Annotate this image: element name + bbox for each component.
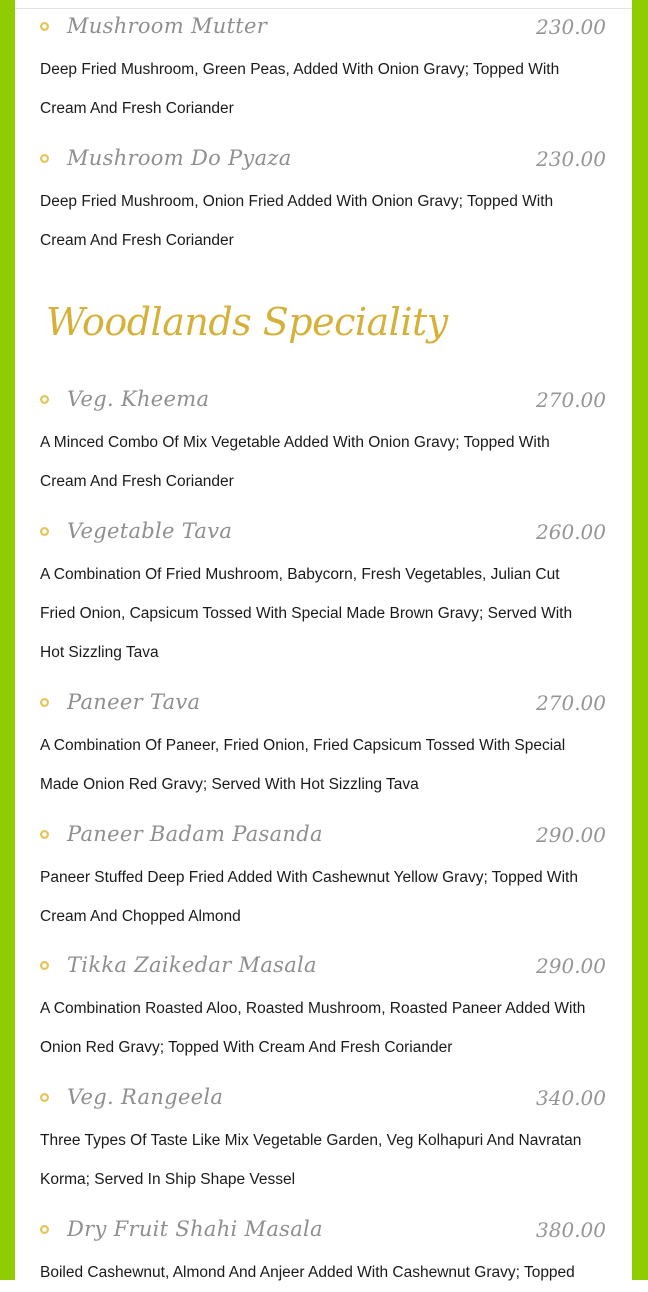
menu-item — [40, 1081, 606, 1199]
menu-item — [40, 515, 606, 672]
item-name: Vegetable Tava — [67, 519, 233, 543]
item-description-line: A Minced Combo Of Mix Vegetable Added With Onion Gravy; Topped With — [40, 434, 550, 451]
bullet-icon — [40, 830, 49, 839]
menu-item — [40, 949, 606, 1067]
item-description-line: Cream And Chopped Almond — [40, 908, 241, 925]
menu-item — [40, 142, 606, 260]
item-price: 380.00 — [536, 1218, 606, 1242]
item-description-line: Cream And Fresh Coriander — [40, 473, 234, 490]
item-description-line: Korma; Served In Ship Shape Vessel — [40, 1171, 296, 1188]
bullet-icon — [40, 961, 49, 970]
item-price: 230.00 — [536, 147, 606, 171]
bullet-icon — [40, 527, 49, 536]
item-description-line: Three Types Of Taste Like Mix Vegetable Garden, Veg Kolhapuri And Navratan — [40, 1132, 582, 1149]
menu-item — [40, 818, 606, 936]
menu-item — [40, 1213, 606, 1292]
item-price: 270.00 — [536, 388, 606, 412]
item-description-line: Boiled Cashewnut, Almond And Anjeer Added With Cashewnut Gravy; Topped — [40, 1264, 575, 1281]
item-description-line: Cream And Fresh Coriander — [40, 232, 234, 249]
bullet-icon — [40, 1225, 49, 1234]
item-name: Dry Fruit Shahi Masala — [67, 1217, 323, 1241]
item-description-line: A Combination Of Fried Mushroom, Babycorn, Fresh Vegetables, Julian Cut — [40, 566, 560, 583]
item-price: 290.00 — [536, 954, 606, 978]
menu-item — [40, 686, 606, 804]
item-description-line: Deep Fried Mushroom, Green Peas, Added With Onion Gravy; Topped With — [40, 61, 560, 78]
menu-item — [40, 10, 606, 128]
bullet-icon — [40, 154, 49, 163]
item-name: Mushroom Do Pyaza — [67, 146, 292, 170]
left-green-border — [0, 0, 15, 1280]
item-description-line: A Combination Roasted Aloo, Roasted Mushroom, Roasted Paneer Added With — [40, 1000, 586, 1017]
item-description-line: Deep Fried Mushroom, Onion Fried Added With Onion Gravy; Topped With — [40, 193, 554, 210]
item-description-line: A Combination Of Paneer, Fried Onion, Fried Capsicum Tossed With Special — [40, 737, 566, 754]
item-name: Paneer Badam Pasanda — [67, 822, 323, 846]
item-name: Mushroom Mutter — [67, 14, 268, 38]
item-description-line: Hot Sizzling Tava — [40, 644, 159, 661]
section-title: Woodlands Speciality — [46, 300, 448, 344]
menu-item — [40, 383, 606, 501]
item-description-line: Made Onion Red Gravy; Served With Hot Sizzling Tava — [40, 776, 419, 793]
bullet-icon — [40, 22, 49, 31]
item-price: 260.00 — [536, 520, 606, 544]
item-description-line: Fried Onion, Capsicum Tossed With Special Made Brown Gravy; Served With — [40, 605, 573, 622]
item-price: 230.00 — [536, 15, 606, 39]
item-price: 290.00 — [536, 823, 606, 847]
item-price: 270.00 — [536, 691, 606, 715]
item-description-line: Cream And Fresh Coriander — [40, 100, 234, 117]
bullet-icon — [40, 698, 49, 707]
item-description-line: Onion Red Gravy; Topped With Cream And Fresh Coriander — [40, 1039, 453, 1056]
item-name: Tikka Zaikedar Masala — [67, 953, 317, 977]
bullet-icon — [40, 395, 49, 404]
item-name: Veg. Kheema — [67, 387, 210, 411]
item-name: Veg. Rangeela — [67, 1085, 224, 1109]
bullet-icon — [40, 1093, 49, 1102]
item-name: Paneer Tava — [67, 690, 201, 714]
top-divider — [15, 8, 632, 9]
right-green-border — [632, 0, 648, 1280]
item-description-line: Paneer Stuffed Deep Fried Added With Cashewnut Yellow Gravy; Topped With — [40, 869, 578, 886]
item-price: 340.00 — [536, 1086, 606, 1110]
